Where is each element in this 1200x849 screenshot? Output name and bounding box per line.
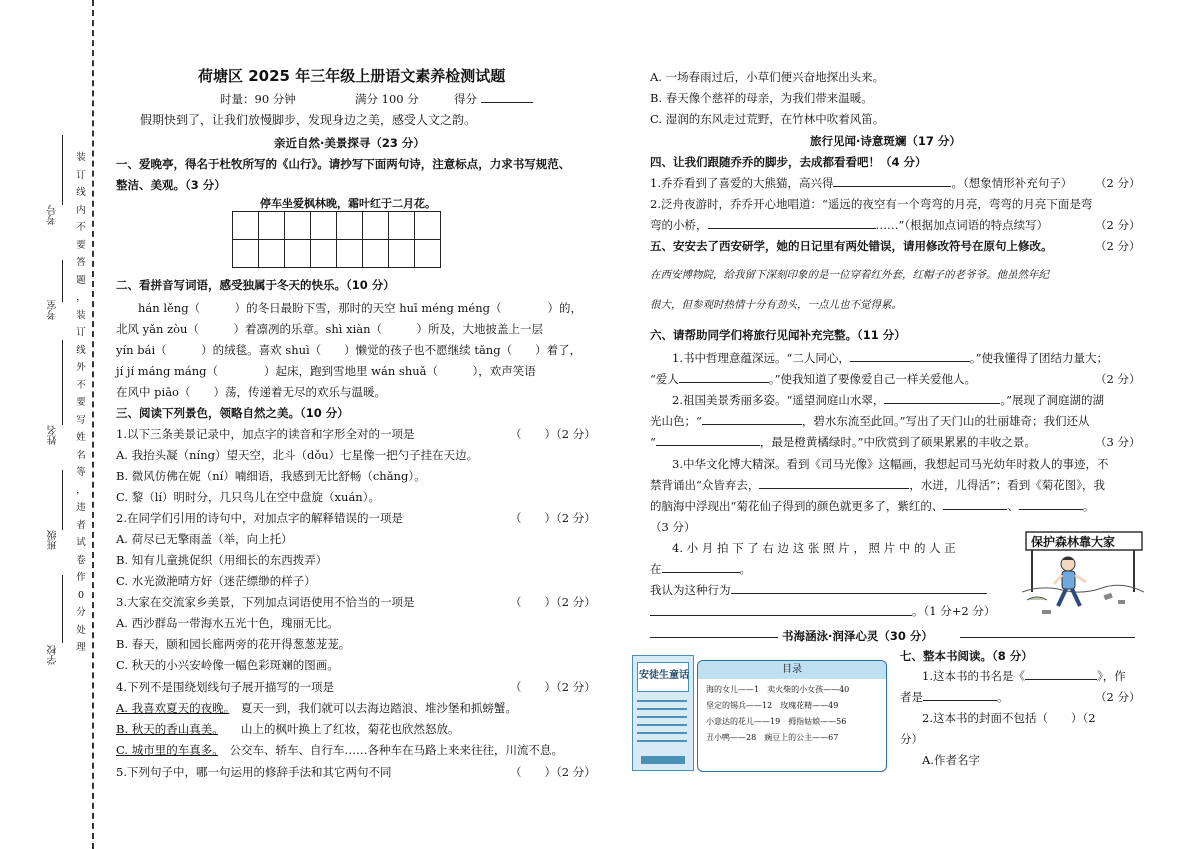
q3-3-option-a: A. 西沙群岛一带海水五光十色，瑰丽无比。 bbox=[116, 616, 339, 630]
toc-entry: 豌豆上的公主——67 bbox=[764, 733, 839, 742]
book-cover-title: 安徒生童话 bbox=[639, 670, 689, 681]
q6-2-stem: 2.祖国美景秀丽多姿。“遥望洞庭山水翠， bbox=[672, 393, 885, 407]
q6-3-line-3 bbox=[650, 498, 1094, 514]
q6-3-line-1: 3.中华文化博大精深。看到《司马光像》这幅画，我想起司马光幼年时救人的事迹，不 bbox=[672, 457, 1109, 471]
boy-figure bbox=[1054, 557, 1086, 606]
q1-title-cont: 整洁、美观。（3 分） bbox=[116, 178, 226, 192]
q6-1-stem-end: 。”使我懂得了团结力量大； bbox=[969, 351, 1108, 365]
q3-4-option-a bbox=[116, 700, 517, 716]
q3-2-answer-mark[interactable]: （ ）（2 分） bbox=[510, 511, 596, 525]
binding-notice-char: 要 bbox=[76, 239, 86, 251]
q6-2-line3-start: “ bbox=[650, 435, 656, 449]
binding-dashed-line bbox=[92, 0, 94, 849]
q7-1-author-label: 者是 bbox=[900, 690, 923, 704]
q3-5-option-c: C. 湿润的东风走过荒野，在竹林中吹着风笛。 bbox=[650, 112, 885, 126]
q6-3-line2-end: ，水迸，儿得活”；看到《菊花图》，我 bbox=[909, 478, 1106, 492]
q4-2-text: 2.泛舟夜游时，乔乔开心地唱道：“遥远的夜空有一个弯弯的月亮，弯弯的月亮下面是弯 bbox=[650, 197, 1093, 211]
q4-1-mark: （2 分） bbox=[1095, 176, 1141, 190]
toc-entry: 小意达的花儿——19 bbox=[706, 717, 781, 726]
q3-2-option-b: B. 知有儿童挑促织（用细长的东西拨弄） bbox=[116, 553, 328, 567]
score-label: 得分 bbox=[454, 92, 477, 106]
q6-2-blank-1[interactable] bbox=[884, 392, 1000, 404]
binding-notice-char: 线 bbox=[76, 344, 86, 356]
q6-3-blank-3[interactable] bbox=[1019, 498, 1083, 510]
q7-1-author-end: 。 bbox=[997, 690, 1009, 704]
binding-notice-char: 作 bbox=[76, 572, 86, 583]
q6-1-line-2 bbox=[650, 371, 976, 387]
binding-notice-char: 卷 bbox=[76, 554, 86, 566]
toc-entry: 卖火柴的小女孩——40 bbox=[767, 685, 850, 694]
exam-room-label: 考室 bbox=[48, 300, 59, 320]
q2-line-3: yín bái（ ）的绒毯。喜欢 shuì（ ）懒觉的孩子也不愿继续 tǎng（ ）着了， bbox=[116, 343, 582, 357]
q6-2-blank-3[interactable] bbox=[656, 434, 760, 446]
q7-1-line-2 bbox=[900, 689, 1009, 705]
toc-row bbox=[698, 727, 886, 743]
q7-1-line-1 bbox=[922, 668, 1126, 684]
q7-1-stem: 1.这本书的书名是《 bbox=[922, 669, 1025, 683]
q4-1-hint: 。（想象情形补充句子） bbox=[951, 176, 1073, 190]
q3-4-option-a-rest: 夏天一到，我们就可以去海边踏浪、堆沙堡和抓螃蟹。 bbox=[240, 701, 517, 715]
q2-title: 二、看拼音写词语，感受独属于冬天的快乐。（10 分） bbox=[116, 278, 395, 292]
q2-line-1: hán lěng（ ）的冬日最盼下雪，那时的天空 huī méng méng（ ）的， bbox=[138, 301, 582, 315]
q5-title: 五、安安去了西安研学，她的日记里有两处错误，请用修改符号在原句上修改。 bbox=[650, 239, 1053, 253]
toc-entry: 拇指姑娘——56 bbox=[788, 717, 847, 726]
q3-1-option-b: B. 微风仿佛在妮（ní）喃细语，我感到无比舒畅（chǎng）。 bbox=[116, 469, 426, 483]
q6-4-line-3 bbox=[650, 582, 987, 598]
q3-4-option-c bbox=[116, 742, 563, 758]
q6-3-blank-2[interactable] bbox=[943, 498, 1007, 510]
binding-notice-char: 理 bbox=[76, 642, 86, 653]
q6-3-line3-end: 。 bbox=[1082, 499, 1095, 513]
name-field[interactable] bbox=[62, 340, 63, 425]
q3-1-stem: 1.以下三条美景记录中，加点字的读音和字形全对的一项是 bbox=[116, 427, 415, 441]
toc-row bbox=[698, 711, 886, 727]
q3-4-option-a-underlined: A. 我喜欢夏天的夜晚。 bbox=[116, 701, 230, 715]
q2-line-2: 北风 yǎn zòu（ ）着凛冽的乐章。shì xiàn（ ）所及，大地披盖上一层 bbox=[116, 322, 544, 336]
book-cover-image bbox=[632, 655, 694, 771]
q6-2-stem-end: 。”展现了洞庭湖的湖 bbox=[1000, 393, 1104, 407]
binding-notice-char: ， bbox=[76, 292, 86, 303]
q1-title: 一、爱晚亭，得名于杜牧所写的《山行》。请抄写下面两句诗，注意标点，力求书写规范、 bbox=[116, 157, 571, 171]
page-title: 荷塘区 2025 年三年级上册语文素养检测试题 bbox=[198, 67, 506, 85]
score-field[interactable] bbox=[481, 89, 533, 103]
binding-notice-char: 试 bbox=[76, 537, 86, 548]
q3-2-option-c: C. 水光潋滟晴方好（迷茫缥缈的样子） bbox=[116, 574, 316, 588]
q6-2-blank-2[interactable] bbox=[702, 413, 802, 425]
binding-notice-char: 内 bbox=[76, 204, 86, 216]
q3-4-option-b-underlined: B. 秋天的香山真美。 bbox=[116, 722, 219, 736]
q3-title: 三、阅读下列景色，领略自然之美。（10 分） bbox=[116, 406, 349, 420]
writing-grid[interactable] bbox=[232, 211, 441, 268]
q6-4-blank-1[interactable] bbox=[662, 561, 740, 573]
q3-5-stem: 5.下列句子中，哪一句运用的修辞手法和其它两句不同 bbox=[116, 765, 392, 779]
q2-line-5: 在风中 piāo（ ）荡，传递着无尽的欢乐与温暖。 bbox=[116, 385, 386, 399]
toc-title: 目录 bbox=[698, 661, 886, 679]
q6-4-blank-2[interactable] bbox=[731, 582, 987, 594]
q6-2-mark: （3 分） bbox=[1095, 435, 1141, 449]
binding-notice-char: 装 bbox=[76, 309, 86, 321]
q6-4-blank-3[interactable] bbox=[650, 604, 912, 616]
q5-mark: （2 分） bbox=[1095, 239, 1141, 253]
q4-1-stem: 1.乔乔看到了喜爱的大熊猫，高兴得 bbox=[650, 176, 834, 190]
exam-room-field[interactable] bbox=[62, 260, 63, 302]
q3-4-option-c-rest: 公交车、轿车、自行车……各种车在马路上来来往往，川流不息。 bbox=[229, 743, 563, 757]
intro-text: 假期快到了，让我们放慢脚步，发现身边之美，感受人文之韵。 bbox=[140, 113, 477, 127]
toc-row bbox=[698, 695, 886, 711]
q6-1-stem: 1.书中哲理意蕴深远。“二人同心， bbox=[672, 351, 850, 365]
q6-3-line3-start: 的脑海中浮现出“菊花仙子得到的颜色就更多了，紫红的、 bbox=[650, 499, 944, 513]
q3-3-option-c: C. 秋天的小兴安岭像一幅色彩斑斓的图画。 bbox=[116, 658, 339, 672]
q4-title: 四、让我们跟随乔乔的脚步，去成都看看吧！（4 分） bbox=[650, 155, 927, 169]
q3-1-answer-mark[interactable]: （ ）（2 分） bbox=[510, 427, 596, 441]
q4-1-answer-field[interactable] bbox=[833, 175, 951, 187]
toc-row bbox=[698, 679, 886, 695]
q6-1-blank-2[interactable] bbox=[679, 371, 769, 383]
q6-3-line-2 bbox=[650, 477, 1105, 493]
q6-2-line-1 bbox=[672, 392, 1104, 408]
q7-1-mark: （2 分） bbox=[1095, 690, 1141, 704]
toc-entry: 坚定的锡兵——12 bbox=[706, 701, 773, 710]
q3-1-option-c: C. 黎（lí）明时分，几只鸟儿在空中盘旋（xuán）。 bbox=[116, 490, 380, 504]
binding-notice-char: 要 bbox=[76, 397, 86, 408]
q6-title: 六、请帮助同学们将旅行见闻补充完整。（11 分） bbox=[650, 328, 906, 342]
q3-2-option-a: A. 荷尽已无擎雨盖（举，向上托） bbox=[116, 532, 293, 546]
q6-1-line-1 bbox=[672, 350, 1108, 366]
q7-1-stem-end: 》，作 bbox=[1096, 669, 1126, 683]
poster-slogan: 保护森林靠大家 bbox=[1031, 535, 1116, 549]
binding-notice-char: 不 bbox=[76, 222, 86, 233]
binding-notice-char: 分 bbox=[76, 607, 86, 618]
binding-notice-char: 装 bbox=[76, 152, 86, 163]
toc-entry: 海的女儿——1 bbox=[706, 685, 760, 694]
class-label: 班级 bbox=[48, 530, 59, 550]
q3-4-option-c-underlined: C. 城市里的车真多。 bbox=[116, 743, 218, 757]
binding-notice-char: 名 bbox=[76, 449, 86, 461]
q4-1-text bbox=[650, 175, 1072, 191]
q4-2-hint: ……”（根据加点词语的特点续写） bbox=[875, 218, 1049, 232]
q4-2-stem: 弯的小桥， bbox=[650, 218, 708, 232]
section3-header: 书海涵泳·润泽心灵（30 分） bbox=[782, 629, 933, 643]
binding-notice-char: 不 bbox=[76, 379, 86, 391]
q7-1-title-field[interactable] bbox=[1025, 668, 1097, 680]
exam-time: 时量：90 分钟 bbox=[220, 92, 296, 106]
binding-notice-char: 答 bbox=[76, 257, 86, 268]
q7-title: 七、整本书阅读。（8 分） bbox=[900, 649, 1033, 663]
q6-4-line2-end: 。 bbox=[739, 562, 751, 576]
q6-2-line3-end: ，最是橙黄橘绿时。”中欣赏到了硕果累累的丰收之景。 bbox=[759, 435, 1037, 449]
exam-number-field[interactable] bbox=[62, 135, 63, 205]
q2-line-4: jí jí máng máng（ ）起床，跑到雪地里 wán shuǎ（ ），欢声笑语 bbox=[116, 364, 536, 378]
diary-line-2[interactable]: 很大，但参观时热情十分有劲头，一点儿也不觉得累。 bbox=[650, 299, 902, 311]
binding-notice-char: 姓 bbox=[76, 432, 86, 443]
section3-divider-right bbox=[960, 637, 1135, 638]
class-field[interactable] bbox=[62, 470, 63, 530]
q3-1-option-a: A. 我抬头凝（níng）望天空，北斗（dǒu）七星像一把勺子挂在天边。 bbox=[116, 448, 479, 462]
q6-4-line-1: 4. 小 月 拍 下 了 右 边 这 张 照 片 ， 照 片 中 的 人 正 bbox=[672, 541, 956, 555]
q4-2-answer-field[interactable] bbox=[708, 217, 876, 229]
q3-3-answer-mark[interactable]: （ ）（2 分） bbox=[510, 595, 596, 609]
q4-2-text-cont bbox=[650, 217, 1048, 233]
binding-notice-char: 违 bbox=[76, 502, 86, 513]
q6-3-line3-mid: 、 bbox=[1007, 499, 1019, 513]
q3-4-stem: 4.下列不是围绕划线句子展开描写的一项是 bbox=[116, 680, 334, 694]
q3-2-stem: 2.在同学们引用的诗句中，对加点字的解释错误的一项是 bbox=[116, 511, 403, 525]
q6-3-mark: （3 分） bbox=[650, 520, 696, 534]
q3-5-option-a: A. 一场春雨过后，小草们便兴奋地探出头来。 bbox=[650, 70, 885, 84]
q6-3-line2-start: 禁背诵出“众皆弃去， bbox=[650, 478, 760, 492]
q7-2-mark: 分） bbox=[900, 732, 923, 746]
toc-entry: 丑小鸭——28 bbox=[706, 733, 757, 742]
binding-notice-char: 题 bbox=[76, 274, 86, 286]
q7-2-stem[interactable]: 2.这本书的封面不包括（ ）（2 bbox=[922, 711, 1096, 725]
q3-4-option-b bbox=[116, 721, 460, 737]
q6-4-mark: 。（1 分+2 分） bbox=[912, 604, 996, 618]
name-label: 姓名 bbox=[48, 425, 59, 445]
q6-4-line-2 bbox=[650, 561, 751, 577]
binding-notice-char: 写 bbox=[76, 414, 86, 426]
diary-line-1[interactable]: 在西安博物院，给我留下深刻印象的是一位穿着红外套，红帽子的老爷爷。他虽然年纪 bbox=[650, 269, 1049, 281]
section2-header: 旅行见闻·诗意斑斓（17 分） bbox=[810, 134, 961, 148]
q6-3-blank-1[interactable] bbox=[759, 477, 909, 489]
exam-total-score: 满分 100 分 bbox=[355, 92, 419, 106]
binding-notice-char: 订 bbox=[76, 169, 86, 181]
school-field[interactable] bbox=[62, 575, 63, 643]
q3-5-option-b: B. 春天像个慈祥的母亲，为我们带来温暖。 bbox=[650, 91, 873, 105]
q3-3-option-b: B. 春天，颐和园长廊两旁的花开得葱葱茏茏。 bbox=[116, 637, 351, 651]
q6-2-line-3 bbox=[650, 434, 1036, 450]
q3-3-stem: 3.大家在交流家乡美景，下列加点词语使用不恰当的一项是 bbox=[116, 595, 415, 609]
q6-4-line3-start: 我认为这种行为 bbox=[650, 583, 731, 597]
q6-1-quote-start: “爱人 bbox=[650, 372, 679, 386]
binding-notice-char: ， bbox=[76, 484, 86, 496]
q7-1-author-field[interactable] bbox=[923, 689, 997, 701]
binding-notice-char: 线 bbox=[76, 187, 86, 198]
q3-5-answer-mark[interactable]: （ ）（2 分） bbox=[510, 765, 596, 779]
q3-4-option-b-rest: 山上的枫叶换上了红妆，菊花也欣然怒放。 bbox=[241, 722, 460, 736]
q6-1-blank-1[interactable] bbox=[850, 350, 970, 362]
section3-divider-left bbox=[650, 637, 778, 638]
q6-1-quote-end: 。”使我知道了要像爱自己一样关爱他人。 bbox=[768, 372, 977, 386]
binding-notice-char: 者 bbox=[76, 519, 86, 531]
poem-text: 停车坐爱枫林晚，霜叶红于二月花。 bbox=[260, 197, 436, 210]
q6-1-mark: （2 分） bbox=[1095, 372, 1141, 386]
binding-notice-char: 外 bbox=[76, 362, 86, 373]
book-table-of-contents bbox=[697, 660, 887, 772]
q4-2-mark: （2 分） bbox=[1095, 218, 1141, 232]
binding-notice-char: 等 bbox=[76, 467, 86, 478]
q6-4-line2-start: 在 bbox=[650, 562, 662, 576]
exam-number-label: 考号 bbox=[48, 205, 59, 225]
section1-header: 亲近自然·美景探寻（23 分） bbox=[274, 136, 425, 150]
binding-notice-char: 订 bbox=[76, 327, 86, 338]
q6-2-line2-end: ，碧水东流至此回。”写出了天门山的壮丽雄奇；我们还从 bbox=[801, 414, 1090, 428]
q6-2-line2-start: 光山色；“ bbox=[650, 414, 702, 428]
toc-entry: 玫瑰花精——49 bbox=[780, 701, 839, 710]
binding-notice-char: 0 bbox=[77, 589, 85, 601]
q7-2-option-a: A.作者名字 bbox=[922, 753, 980, 767]
q6-2-line-2 bbox=[650, 413, 1090, 429]
school-label: 学校 bbox=[48, 645, 59, 665]
binding-notice-char: 处 bbox=[76, 624, 86, 636]
q3-4-answer-mark[interactable]: （ ）（2 分） bbox=[510, 680, 596, 694]
